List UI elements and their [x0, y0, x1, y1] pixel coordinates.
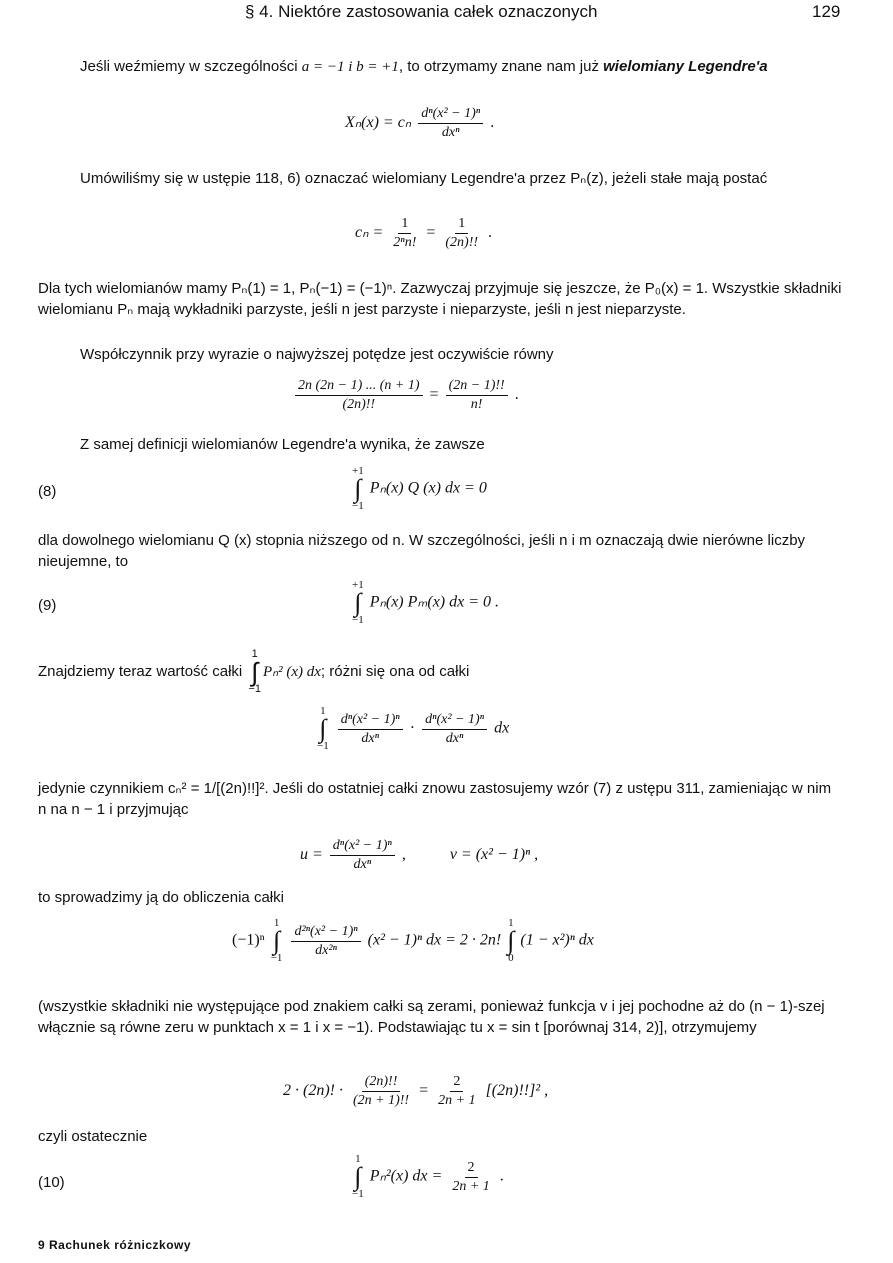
equation-leading-coefficient: $\frac{2n (2n - 1) ... (n + 1)}{(2n)!!}$ = $\frac{(2n - 1)!!}{n!}$ .: [292, 378, 519, 413]
header-title: § 4. Niektóre zastosowania całek oznaczonych: [245, 2, 598, 21]
equation-result: 2 · (2n)! · $\frac{(2n)!!}{(2n + 1)!!}$ = $\frac{2}{2n + 1}$ [(2n)!!]² ,: [283, 1074, 549, 1108]
equation-10: 1 ∫ −1 Pₙ²(x) dx = $\frac{2}{2n + 1}$ .: [352, 1153, 504, 1200]
integral-sign: 1 ∫ −1: [317, 705, 329, 752]
paragraph-5: Z samej definicji wielomianów Legendre'a wynika, że zawsze: [80, 436, 485, 453]
equation-label-9: (9): [38, 597, 57, 614]
equation-label-8: (8): [38, 483, 57, 500]
paragraph-2: Umówiliśmy się w ustępie 118, 6) oznaczać wielomiany Legendre'a przez Pₙ(z), jeżeli stałe mają postać: [80, 170, 768, 187]
integral-sign: 1 ∫ −1: [248, 648, 261, 695]
running-header: [0, 2, 893, 26]
paragraph-4: Współczynnik przy wyrazie o najwyższej potędze jest oczywiście równy: [80, 346, 554, 363]
paragraph-7: Znajdziemy teraz wartość całki 1 ∫ −1 Pₙ² (x) dx; różni się ona od całki: [38, 648, 470, 695]
equation-substitution: u = $\frac{\text{dⁿ(x² − 1)ⁿ}}{\text{dxⁿ}}$ , v = (x² − 1)ⁿ ,: [300, 838, 539, 872]
paragraph-1: Jeśli weźmiemy w szczególności a = −1 i b = +1, to otrzymamy znane nam już wielomiany Legendre'a: [80, 58, 768, 75]
equation-product-integral: 1 ∫ −1 $\frac{\text{dⁿ(x² − 1)ⁿ}}{\text{dxⁿ}}$ · $\frac{\text{dⁿ(x² − 1)ⁿ}}{\text{dxⁿ}}$ dx: [317, 705, 510, 752]
equation-9: +1 ∫ −1 Pₙ(x) Pₘ(x) dx = 0 .: [352, 579, 500, 626]
paragraph-3: Dla tych wielomianów mamy Pₙ(1) = 1, Pₙ(−1) = (−1)ⁿ. Zazwyczaj przyjmuje się jeszcze, że P₀(x) = 1. Wszystkie składniki wielomianu Pₙ mają wykładniki parzyste, jeśli n jest parzyste i nieparzyste, jeśli n jest nieparzyste.: [38, 280, 842, 318]
equation-reduced-integral: (−1)ⁿ 1 ∫ −1 $\frac{\text{d²ⁿ(x² − 1)ⁿ}}{\text{dx²ⁿ}}$ (x² − 1)ⁿ dx = 2 · 2n! 1 ∫ 0 (1 − x²)ⁿ dx: [232, 917, 594, 964]
paragraph-10: (wszystkie składniki nie występujące pod znakiem całki są zerami, ponieważ funkcja v i jej pochodne aż do (n − 1)-szej włącznie są równe zeru w punktach x = 1 i x = −1). Podstawiając tu x = sin t [porównaj 314, 2)], otrzymujemy: [38, 998, 825, 1036]
integral-sign: 1 ∫ 0: [507, 917, 515, 964]
equation-label-10: (10): [38, 1174, 65, 1191]
page-number: 129: [812, 2, 841, 21]
integral-sign: 1 ∫ −1: [352, 1153, 364, 1200]
paragraph-9: to sprowadzimy ją do obliczenia całki: [38, 889, 284, 906]
paragraph-6: dla dowolnego wielomianu Q (x) stopnia niższego od n. W szczególności, jeśli n i m oznaczają dwie nierówne liczby nieujemne, to: [38, 532, 806, 570]
equation-cn: cₙ = $\frac{1}{\text{2ⁿn!}}$ = $\frac{1}{(2n)!!}$ .: [355, 216, 493, 250]
equation-legendre-definition: Xₙ(x) = cₙ $\frac{\text{dⁿ(x² − 1)ⁿ}}{\text{dxⁿ}}$ .: [345, 106, 495, 140]
integral-sign: +1 ∫ −1: [352, 465, 364, 512]
paragraph-11: czyli ostatecznie: [38, 1128, 148, 1145]
integral-sign: 1 ∫ −1: [270, 917, 283, 964]
page-footer: 9 Rachunek różniczkowy: [38, 1238, 192, 1252]
equation-8: +1 ∫ −1 Pₙ(x) Q (x) dx = 0: [352, 465, 487, 512]
integral-sign: +1 ∫ −1: [352, 579, 364, 626]
paragraph-8: jedynie czynnikiem cₙ² = 1/[(2n)!!]². Jeśli do ostatniej całki znowu zastosujemy wzór (7) z ustępu 311, zamieniając w nim n na n − 1 i przyjmując: [38, 780, 832, 818]
